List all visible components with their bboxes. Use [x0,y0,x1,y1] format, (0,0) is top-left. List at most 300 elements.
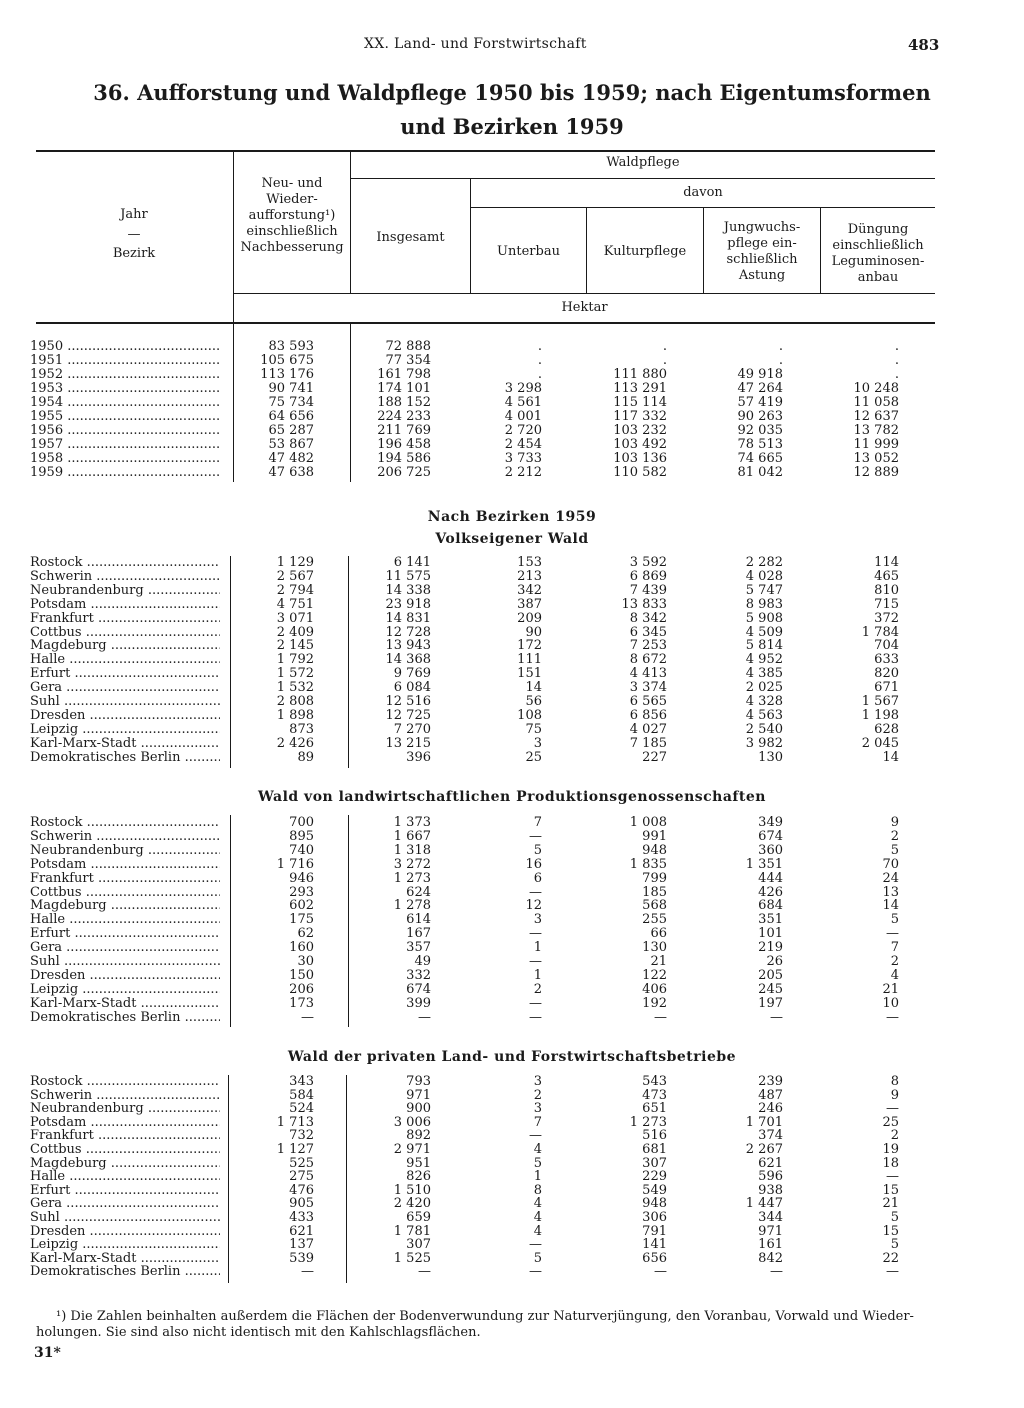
header-divider-col1 [350,150,351,293]
col1-header-line: Wieder- [266,192,318,207]
cell-col5: 74 665 [737,451,783,466]
cell-col1: 2 794 [276,582,314,598]
table-row [0,723,1024,737]
cell-col1: 895 [289,828,314,844]
stub-header-bezirk: Bezirk [112,246,156,261]
section-title-lpg-wald: Wald von landwirtschaftlichen Produktionsgenossenschaften [258,789,766,805]
cell-col2: 1 373 [393,815,431,830]
col1-header-line: Nachbesserung [240,240,344,255]
row-label: Gera ..... [30,941,220,955]
col1-header-line: einschließlich [246,224,338,239]
cell-col3: 4 [533,1223,542,1239]
row-label: 1956 ..... [30,424,220,438]
cell-col3: 172 [517,638,542,654]
col1-header-line: aufforstung¹) [248,208,336,223]
cell-col5: 219 [758,940,783,956]
cell-col4: 4 027 [629,721,667,737]
row-label: Karl-Marx-Stadt ..... [30,997,220,1011]
row-label: Neubrandenburg ..... [30,1102,220,1116]
cell-col2: 624 [406,884,431,900]
cell-col5: 1 351 [745,856,783,872]
cell-col3: 1 [533,967,542,983]
cell-col1: 1 129 [276,555,314,570]
cell-col5: 4 328 [745,694,783,709]
cell-col1: 1 713 [276,1114,314,1130]
cell-col3: 56 [525,694,542,709]
row-label: 1951 ..... [30,354,220,368]
row-label: Erfurt ..... [30,1184,220,1198]
cell-col2: 12 516 [385,694,431,709]
cell-col4: 7 253 [629,638,667,654]
cell-col3: 209 [517,610,542,626]
col2-header: Insgesamt [376,230,445,245]
table-row [0,1075,1024,1089]
table-row [0,1102,1024,1116]
cell-col1: 75 734 [268,395,314,410]
cell-col6: 13 782 [853,423,899,438]
cell-col2: 206 725 [377,465,431,480]
cell-col2: 6 141 [393,555,431,570]
cell-col5: 842 [758,1250,783,1266]
cell-col5: — [770,1009,783,1025]
cell-col4: 4 413 [629,666,667,682]
cell-col2: 892 [406,1128,431,1144]
row-label: Dresden ..... [30,969,220,983]
table-row [0,1143,1024,1157]
table-row [0,1116,1024,1130]
cell-col6: — [886,1264,899,1280]
row-label: Demokratisches Berlin ..... [30,751,220,765]
cell-col2: 7 270 [393,721,431,737]
cell-col6: 15 [882,1223,899,1239]
cell-col5: 1 447 [745,1196,783,1212]
cell-col2: 13 943 [385,638,431,654]
cell-col4: 991 [642,828,667,844]
table-row [0,927,1024,941]
row-label: Neubrandenburg ..... [30,584,220,598]
cell-col1: 105 675 [260,353,314,368]
cell-col4: — [654,1264,667,1280]
cell-col1: 275 [289,1169,314,1185]
cell-col3: 4 [533,1210,542,1225]
cell-col3: — [529,1009,542,1025]
cell-col3: 108 [517,707,542,723]
cell-col4: 117 332 [613,409,667,424]
cell-col5: 2 540 [745,721,783,737]
cell-col3: — [529,1237,542,1253]
cell-col5: 4 028 [745,568,783,584]
cell-col2: 211 769 [377,423,431,438]
table-row [0,598,1024,612]
cell-col1: 30 [297,954,314,969]
waldpflege-rule [351,178,935,179]
cell-col4: 113 291 [613,381,667,396]
cell-col5: 57 419 [737,395,783,410]
cell-col5: 245 [758,981,783,997]
cell-col6: 9 [890,1087,899,1103]
cell-col3: — [529,954,542,969]
table-row [0,737,1024,751]
cell-col6: 633 [874,652,899,668]
cell-col6: 5 [890,912,899,928]
cell-col3: . [537,353,542,368]
cell-col4: 122 [642,967,667,983]
cell-col2: 951 [406,1155,431,1171]
table-row [0,844,1024,858]
cell-col1: 343 [289,1074,314,1089]
cell-col5: 81 042 [737,465,783,480]
header-bottom-rule [36,322,935,324]
cell-col5: 47 264 [737,381,783,396]
stub-header-dash: — [127,227,141,242]
table-row [0,858,1024,872]
cell-col3: — [529,1128,542,1144]
cell-col6: — [886,1009,899,1025]
cell-col1: 62 [297,926,314,942]
cell-col4: . [662,353,667,368]
cell-col2: 6 084 [393,680,431,696]
table-row [0,1129,1024,1143]
table-row [0,382,1024,396]
cell-col4: 3 374 [629,680,667,696]
cell-col6: — [886,1169,899,1185]
cell-col5: 205 [758,967,783,983]
cell-col6: 10 [882,995,899,1011]
cell-col2: 900 [406,1101,431,1117]
cell-col3: . [537,367,542,382]
cell-col3: 111 [517,652,542,668]
cell-col5: 5 908 [745,610,783,626]
cell-col2: — [418,1009,431,1025]
cell-col1: 1 532 [276,680,314,696]
cell-col5: 684 [758,898,783,914]
cell-col6: 8 [890,1074,899,1089]
cell-col3: 6 [533,870,542,886]
cell-col2: 3 006 [393,1114,431,1130]
cell-col3: 8 [533,1182,542,1198]
table-row [0,997,1024,1011]
table-row [0,438,1024,452]
row-label: Magdeburg ..... [30,899,220,913]
cell-col1: 64 656 [268,409,314,424]
cell-col2: 1 525 [393,1250,431,1266]
cell-col3: 3 [533,1101,542,1117]
row-label: Potsdam ..... [30,1116,220,1130]
table-row [0,667,1024,681]
cell-col6: . [894,339,899,354]
cell-col1: 4 751 [276,596,314,612]
cell-col1: — [301,1264,314,1280]
cell-col2: 174 101 [377,381,431,396]
cell-col1: 1 898 [276,707,314,723]
col1-header-line: Neu- und [261,176,323,191]
table-row [0,556,1024,570]
cell-col2: 196 458 [377,437,431,452]
cell-col1: 1 127 [276,1142,314,1157]
col4-header: Kulturpflege [603,244,687,259]
cell-col4: 1 273 [629,1114,667,1130]
cell-col3: 3 298 [504,381,542,396]
cell-col2: 49 [414,954,431,969]
waldpflege-header: Waldpflege [606,155,680,170]
table-row [0,1157,1024,1171]
cell-col1: 47 482 [268,451,314,466]
row-label: Leipzig ..... [30,983,220,997]
cell-col4: — [654,1009,667,1025]
cell-col3: 3 733 [504,451,542,466]
cell-col6: 10 248 [853,381,899,396]
col5-header-line: Jungwuchs- [723,220,801,235]
cell-col6: 15 [882,1182,899,1198]
cell-col2: 13 215 [385,735,431,751]
cell-col5: 3 982 [745,735,783,751]
row-label: Suhl ..... [30,1211,220,1225]
row-label: Schwerin ..... [30,830,220,844]
cell-col3: . [537,339,542,354]
row-label: Halle ..... [30,913,220,927]
table-row [0,466,1024,480]
table-row [0,886,1024,900]
cell-col2: 793 [406,1074,431,1089]
cell-col5: 161 [758,1237,783,1253]
cell-col3: 387 [517,596,542,612]
cell-col1: 206 [289,981,314,997]
cell-col4: 103 232 [613,423,667,438]
col6-header-line: anbau [857,270,899,285]
cell-col5: 26 [766,954,783,969]
cell-col4: 948 [642,842,667,858]
cell-col6: 14 [882,749,899,765]
table-row [0,709,1024,723]
row-label: Halle ..... [30,653,220,667]
cell-col1: 89 [297,749,314,765]
unit-hektar: Hektar [561,300,608,315]
cell-col4: 192 [642,995,667,1011]
cell-col3: 4 [533,1142,542,1157]
table-row [0,639,1024,653]
cell-col1: 150 [289,967,314,983]
cell-col3: 3 [533,1074,542,1089]
cell-col5: 90 263 [737,409,783,424]
row-label: 1959 ..... [30,466,220,480]
cell-col5: 596 [758,1169,783,1185]
table-row [0,1197,1024,1211]
row-label: Leipzig ..... [30,1238,220,1252]
table-row [0,1211,1024,1225]
table-row [0,816,1024,830]
cell-col5: 1 701 [745,1114,783,1130]
row-label: Rostock ..... [30,556,220,570]
running-title: XX. Land- und Forstwirtschaft [364,36,587,52]
section-title-volkseigener-wald: Volkseigener Wald [435,531,589,547]
cell-col2: 1 278 [393,898,431,914]
cell-col5: 938 [758,1182,783,1198]
table-row [0,1170,1024,1184]
row-label: Karl-Marx-Stadt ..... [30,737,220,751]
cell-col3: — [529,1264,542,1280]
cell-col6: 13 052 [853,451,899,466]
cell-col3: 25 [525,749,542,765]
cell-col3: 1 [533,1169,542,1185]
cell-col1: 873 [289,721,314,737]
table-row [0,1089,1024,1103]
col1-header [234,176,350,256]
cell-col4: 948 [642,1196,667,1212]
cell-col3: 2 [533,1087,542,1103]
header-top-rule [36,150,935,152]
cell-col3: 4 [533,1196,542,1212]
cell-col6: 12 637 [853,409,899,424]
cell-col5: 197 [758,995,783,1011]
cell-col5: 5 747 [745,582,783,598]
cell-col3: 5 [533,1155,542,1171]
cell-col6: 24 [882,870,899,886]
row-label: Schwerin ..... [30,1089,220,1103]
cell-col1: 2 409 [276,624,314,640]
table-row [0,913,1024,927]
col5-header-line: Astung [738,268,786,283]
cell-col5: 621 [758,1155,783,1171]
table-row [0,570,1024,584]
cell-col3: 7 [533,815,542,830]
cell-col2: 167 [406,926,431,942]
cell-col2: 194 586 [377,451,431,466]
table-title-line-1: 36. Aufforstung und Waldpflege 1950 bis 1959; nach Eigentumsformen [93,80,931,105]
cell-col4: 656 [642,1250,667,1266]
cell-col1: 90 741 [268,381,314,396]
table-row [0,1265,1024,1279]
cell-col4: 103 136 [613,451,667,466]
cell-col4: 111 880 [613,367,667,382]
cell-col1: 160 [289,940,314,956]
cell-col3: 2 454 [504,437,542,452]
cell-col6: 7 [890,940,899,956]
cell-col6: 5 [890,842,899,858]
cell-col1: 2 426 [276,735,314,751]
cell-col6: — [886,926,899,942]
cell-col3: 4 561 [504,395,542,410]
cell-col4: 791 [642,1223,667,1239]
cell-col1: 1 792 [276,652,314,668]
cell-col5: 344 [758,1210,783,1225]
row-label: Frankfurt ..... [30,1129,220,1143]
cell-col2: 396 [406,749,431,765]
cell-col2: 12 725 [385,707,431,723]
cell-col2: 12 728 [385,624,431,640]
row-label: 1953 ..... [30,382,220,396]
cell-col5: — [770,1264,783,1280]
cell-col2: 14 368 [385,652,431,668]
cell-col1: 3 071 [276,610,314,626]
row-label: Cottbus ..... [30,1143,220,1157]
cell-col4: 306 [642,1210,667,1225]
cell-col3: 14 [525,680,542,696]
cell-col1: 700 [289,815,314,830]
cell-col4: 227 [642,749,667,765]
cell-col2: 9 769 [393,666,431,682]
cell-col3: 2 [533,981,542,997]
cell-col6: 2 045 [861,735,899,751]
cell-col3: 1 [533,940,542,956]
row-label: Demokratisches Berlin ..... [30,1011,220,1025]
sheet-signature: 31* [34,1345,61,1361]
cell-col4: 21 [650,954,667,969]
cell-col2: 77 354 [385,353,431,368]
page-number: 483 [908,36,940,54]
cell-col2: 2 971 [393,1142,431,1157]
row-label: Rostock ..... [30,816,220,830]
cell-col5: . [778,353,783,368]
cell-col6: 22 [882,1250,899,1266]
cell-col1: 740 [289,842,314,858]
cell-col3: 12 [525,898,542,914]
cell-col1: 65 287 [268,423,314,438]
cell-col2: 23 918 [385,596,431,612]
table-row [0,368,1024,382]
table-row [0,969,1024,983]
cell-col3: 2 720 [504,423,542,438]
cell-col2: 188 152 [377,395,431,410]
col6-header-line: einschließlich [832,238,924,253]
cell-col5: . [778,339,783,354]
cell-col2: 307 [406,1237,431,1253]
cell-col5: 8 983 [745,596,783,612]
table-row [0,584,1024,598]
cell-col2: 971 [406,1087,431,1103]
row-label: 1957 ..... [30,438,220,452]
cell-col4: 6 856 [629,707,667,723]
table-row [0,941,1024,955]
row-label: Magdeburg ..... [30,1157,220,1171]
table-row [0,1252,1024,1266]
row-label: Karl-Marx-Stadt ..... [30,1252,220,1266]
cell-col6: 5 [890,1237,899,1253]
row-label: Erfurt ..... [30,667,220,681]
row-label: Leipzig ..... [30,723,220,737]
table-row [0,396,1024,410]
cell-col6: — [886,1101,899,1117]
cell-col4: 307 [642,1155,667,1171]
cell-col2: 614 [406,912,431,928]
cell-col6: 810 [874,582,899,598]
cell-col4: 130 [642,940,667,956]
cell-col5: 78 513 [737,437,783,452]
cell-col4: 6 565 [629,694,667,709]
table-row [0,452,1024,466]
col6-header [821,222,935,286]
cell-col6: 13 [882,884,899,900]
cell-col5: 971 [758,1223,783,1239]
footnote-line-1: ¹) Die Zahlen beinhalten außerdem die Flächen der Bodenverwundung zur Naturverjüngung, den Voranbau, Vorwald und Wieder- [56,1309,914,1324]
cell-col1: 524 [289,1101,314,1117]
cell-col3: 90 [525,624,542,640]
cell-col1: 905 [289,1196,314,1212]
cell-col6: 715 [874,596,899,612]
cell-col4: 543 [642,1074,667,1089]
row-label: 1954 ..... [30,396,220,410]
davon-header: davon [683,185,723,200]
col5-header-line: schließlich [726,252,798,267]
row-label: Dresden ..... [30,709,220,723]
cell-col5: 2 025 [745,680,783,696]
cell-col2: 1 318 [393,842,431,858]
cell-col6: 11 999 [853,437,899,452]
row-label: Dresden ..... [30,1225,220,1239]
cell-col1: 1 572 [276,666,314,682]
cell-col6: 2 [890,828,899,844]
row-label: Suhl ..... [30,695,220,709]
cell-col5: 4 563 [745,707,783,723]
